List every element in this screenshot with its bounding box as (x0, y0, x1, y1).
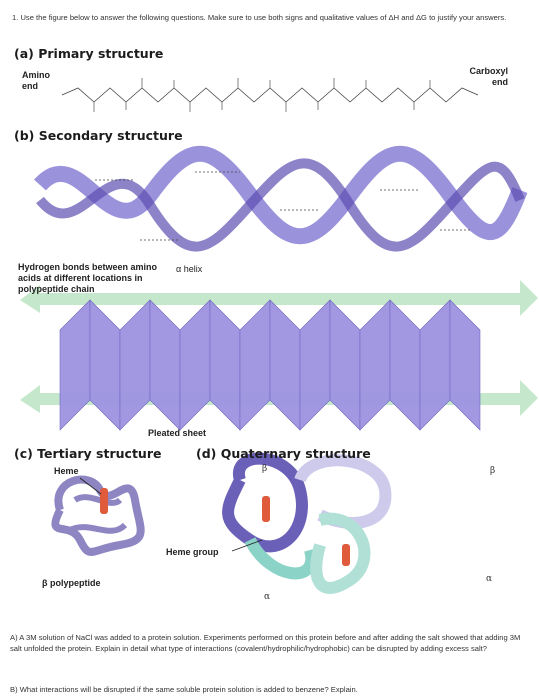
secondary-structure-title: (b) Secondary structure (14, 128, 183, 143)
beta-right-label: β (490, 466, 496, 476)
quaternary-structure-title: (d) Quaternary structure (196, 446, 371, 461)
heme-group-label: Heme group (166, 547, 219, 557)
amino-end-label: Amino end (22, 70, 50, 91)
alpha-right-label: α (486, 574, 493, 584)
carboxyl-end-label: Carboxyl end (469, 66, 508, 87)
hydrogen-bond-caption: Hydrogen bonds between amino acids at different locations in polypeptide chain (18, 262, 158, 294)
pleated-sheet-label: Pleated sheet (148, 428, 207, 438)
heme-label: Heme (54, 466, 79, 476)
alpha-helix-label: α helix (176, 264, 203, 274)
beta-polypeptide-label: β polypeptide (42, 578, 101, 588)
primary-chain-diagram (62, 78, 478, 112)
quaternary-structure-diagram (228, 459, 385, 588)
beta-left-label: β (262, 464, 268, 474)
question-intro: 1. Use the figure below to answer the following questions. Make sure to use both signs and qualitative values of ΔH and ΔG to justify your answers. (12, 13, 507, 22)
pleated-sheet-diagram (20, 280, 538, 430)
alpha-left-label: α (264, 592, 271, 602)
heme-quaternary-icon-2 (342, 544, 350, 566)
tertiary-structure-title: (c) Tertiary structure (14, 446, 162, 461)
primary-structure-title: (a) Primary structure (14, 46, 164, 61)
heme-quaternary-icon-1 (262, 496, 270, 522)
tertiary-structure-diagram (55, 480, 140, 552)
alpha-helix-diagram (40, 154, 520, 247)
heme-tertiary-icon (100, 488, 108, 514)
question-a: A) A 3M solution of NaCl was added to a protein solution. Experiments performed on this protein before and after adding the salt showed that adding 3M salt unfolded the protein. Explain in detail what type of interactions (covalent/hydrophilic/hydrophobic) can be disrupted by adding excess salt? (10, 633, 521, 653)
question-b: B) What interactions will be disrupted if the same soluble protein solution is added to benzene? Explain. (10, 685, 358, 694)
